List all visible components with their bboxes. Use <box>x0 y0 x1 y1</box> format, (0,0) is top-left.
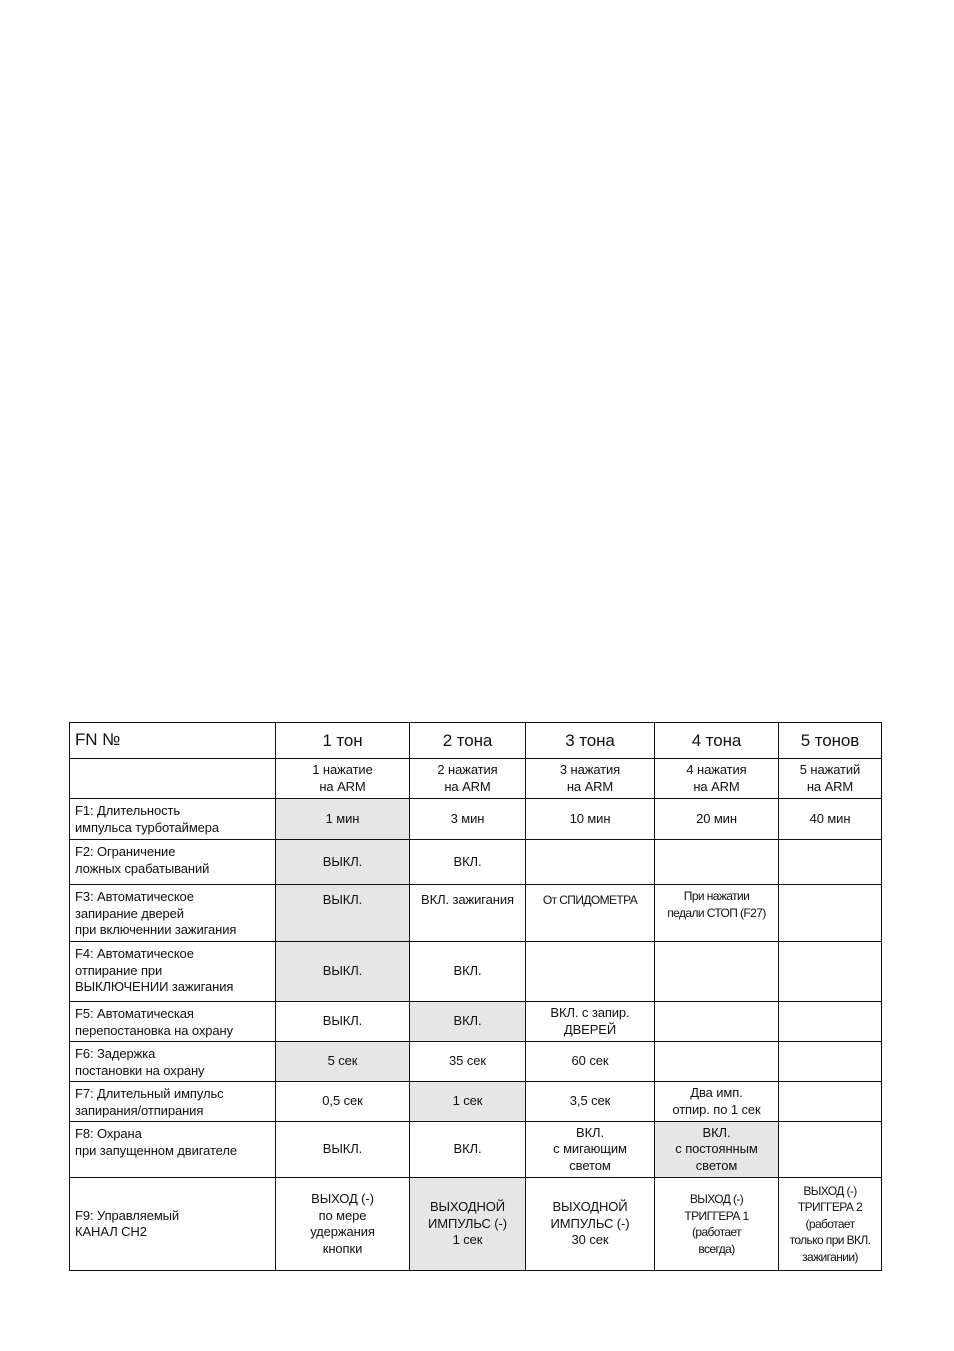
cell-f1-1: 1 мин <box>276 799 410 840</box>
cell-f3-4: При нажатии педали СТОП (F27) <box>655 885 779 942</box>
table-header-row <box>70 723 882 759</box>
cell-f3-2: ВКЛ. зажигания <box>410 885 526 942</box>
table-row-f6 <box>70 1042 882 1082</box>
cell-f5-1: ВЫКЛ. <box>276 1002 410 1042</box>
cell-f2-1: ВЫКЛ. <box>276 840 410 885</box>
cell-f6-5 <box>779 1042 882 1082</box>
cell-f1-3: 10 мин <box>526 799 655 840</box>
cell-f4-1: ВЫКЛ. <box>276 942 410 1002</box>
row-label-f3: F3: Автоматическое запирание дверей при включеннии зажигания <box>70 885 276 942</box>
cell-f6-1: 5 сек <box>276 1042 410 1082</box>
arm-press-4: 4 нажатия на ARM <box>655 759 779 799</box>
row-label-f2: F2: Ограничение ложных срабатываний <box>70 840 276 885</box>
table-row-f3 <box>70 885 882 942</box>
cell-f6-3: 60 сек <box>526 1042 655 1082</box>
row-label-f5: F5: Автоматическая перепостановка на охрану <box>70 1002 276 1042</box>
header-tone-1: 1 тон <box>276 723 410 759</box>
header-tone-3: 3 тона <box>526 723 655 759</box>
cell-f2-4 <box>655 840 779 885</box>
table-row-f8 <box>70 1122 882 1178</box>
cell-f7-3: 3,5 сек <box>526 1082 655 1122</box>
cell-f7-5 <box>779 1082 882 1122</box>
header-tone-5: 5 тонов <box>779 723 882 759</box>
cell-f3-5 <box>779 885 882 942</box>
cell-f2-5 <box>779 840 882 885</box>
arm-row-label <box>70 759 276 799</box>
row-label-f8: F8: Охрана при запущенном двигателе <box>70 1122 276 1178</box>
row-label-f9: F9: Управляемый КАНАЛ CH2 <box>70 1178 276 1271</box>
cell-f8-2: ВКЛ. <box>410 1122 526 1178</box>
table-row-f4 <box>70 942 882 1002</box>
cell-f8-4: ВКЛ. с постоянным светом <box>655 1122 779 1178</box>
header-fn-number: FN № <box>70 723 276 759</box>
cell-f7-4: Два имп. отпир. по 1 сек <box>655 1082 779 1122</box>
cell-f4-2: ВКЛ. <box>410 942 526 1002</box>
cell-f1-4: 20 мин <box>655 799 779 840</box>
cell-f2-3 <box>526 840 655 885</box>
cell-f3-1: ВЫКЛ. <box>276 885 410 942</box>
cell-f7-1: 0,5 сек <box>276 1082 410 1122</box>
table-row-f1 <box>70 799 882 840</box>
arm-press-1: 1 нажатие на ARM <box>276 759 410 799</box>
cell-f5-5 <box>779 1002 882 1042</box>
header-tone-4: 4 тона <box>655 723 779 759</box>
cell-f1-2: 3 мин <box>410 799 526 840</box>
row-label-f4: F4: Автоматическое отпирание при ВЫКЛЮЧЕНИИ зажигания <box>70 942 276 1002</box>
function-settings-table <box>69 722 882 1271</box>
cell-f8-5 <box>779 1122 882 1178</box>
cell-f9-1: ВЫХОД (-) по мере удержания кнопки <box>276 1178 410 1271</box>
cell-f9-3: ВЫХОДНОЙ ИМПУЛЬС (-) 30 сек <box>526 1178 655 1271</box>
cell-f4-5 <box>779 942 882 1002</box>
cell-f6-4 <box>655 1042 779 1082</box>
row-label-f1: F1: Длительность импульса турботаймера <box>70 799 276 840</box>
cell-f9-5: ВЫХОД (-) ТРИГГЕРА 2 (работает только при ВКЛ. зажигании) <box>779 1178 882 1271</box>
arm-press-2: 2 нажатия на ARM <box>410 759 526 799</box>
cell-f6-2: 35 сек <box>410 1042 526 1082</box>
cell-f3-3: От СПИДОМЕТРА <box>526 885 655 942</box>
cell-f8-1: ВЫКЛ. <box>276 1122 410 1178</box>
cell-f1-5: 40 мин <box>779 799 882 840</box>
cell-f9-2: ВЫХОДНОЙ ИМПУЛЬС (-) 1 сек <box>410 1178 526 1271</box>
cell-f7-2: 1 сек <box>410 1082 526 1122</box>
cell-f2-2: ВКЛ. <box>410 840 526 885</box>
row-label-f6: F6: Задержка постановки на охрану <box>70 1042 276 1082</box>
table-row-f2 <box>70 840 882 885</box>
table-row-f9 <box>70 1178 882 1271</box>
cell-f5-2: ВКЛ. <box>410 1002 526 1042</box>
table-row-f7 <box>70 1082 882 1122</box>
cell-f4-3 <box>526 942 655 1002</box>
arm-press-row <box>70 759 882 799</box>
row-label-f7: F7: Длительный импульс запирания/отпирания <box>70 1082 276 1122</box>
arm-press-3: 3 нажатия на ARM <box>526 759 655 799</box>
cell-f5-3: ВКЛ. с запир. ДВЕРЕЙ <box>526 1002 655 1042</box>
cell-f5-4 <box>655 1002 779 1042</box>
header-tone-2: 2 тона <box>410 723 526 759</box>
table-row-f5 <box>70 1002 882 1042</box>
cell-f9-4: ВЫХОД (-) ТРИГГЕРА 1 (работает всегда) <box>655 1178 779 1271</box>
cell-f4-4 <box>655 942 779 1002</box>
arm-press-5: 5 нажатий на ARM <box>779 759 882 799</box>
cell-f8-3: ВКЛ. с мигающим светом <box>526 1122 655 1178</box>
